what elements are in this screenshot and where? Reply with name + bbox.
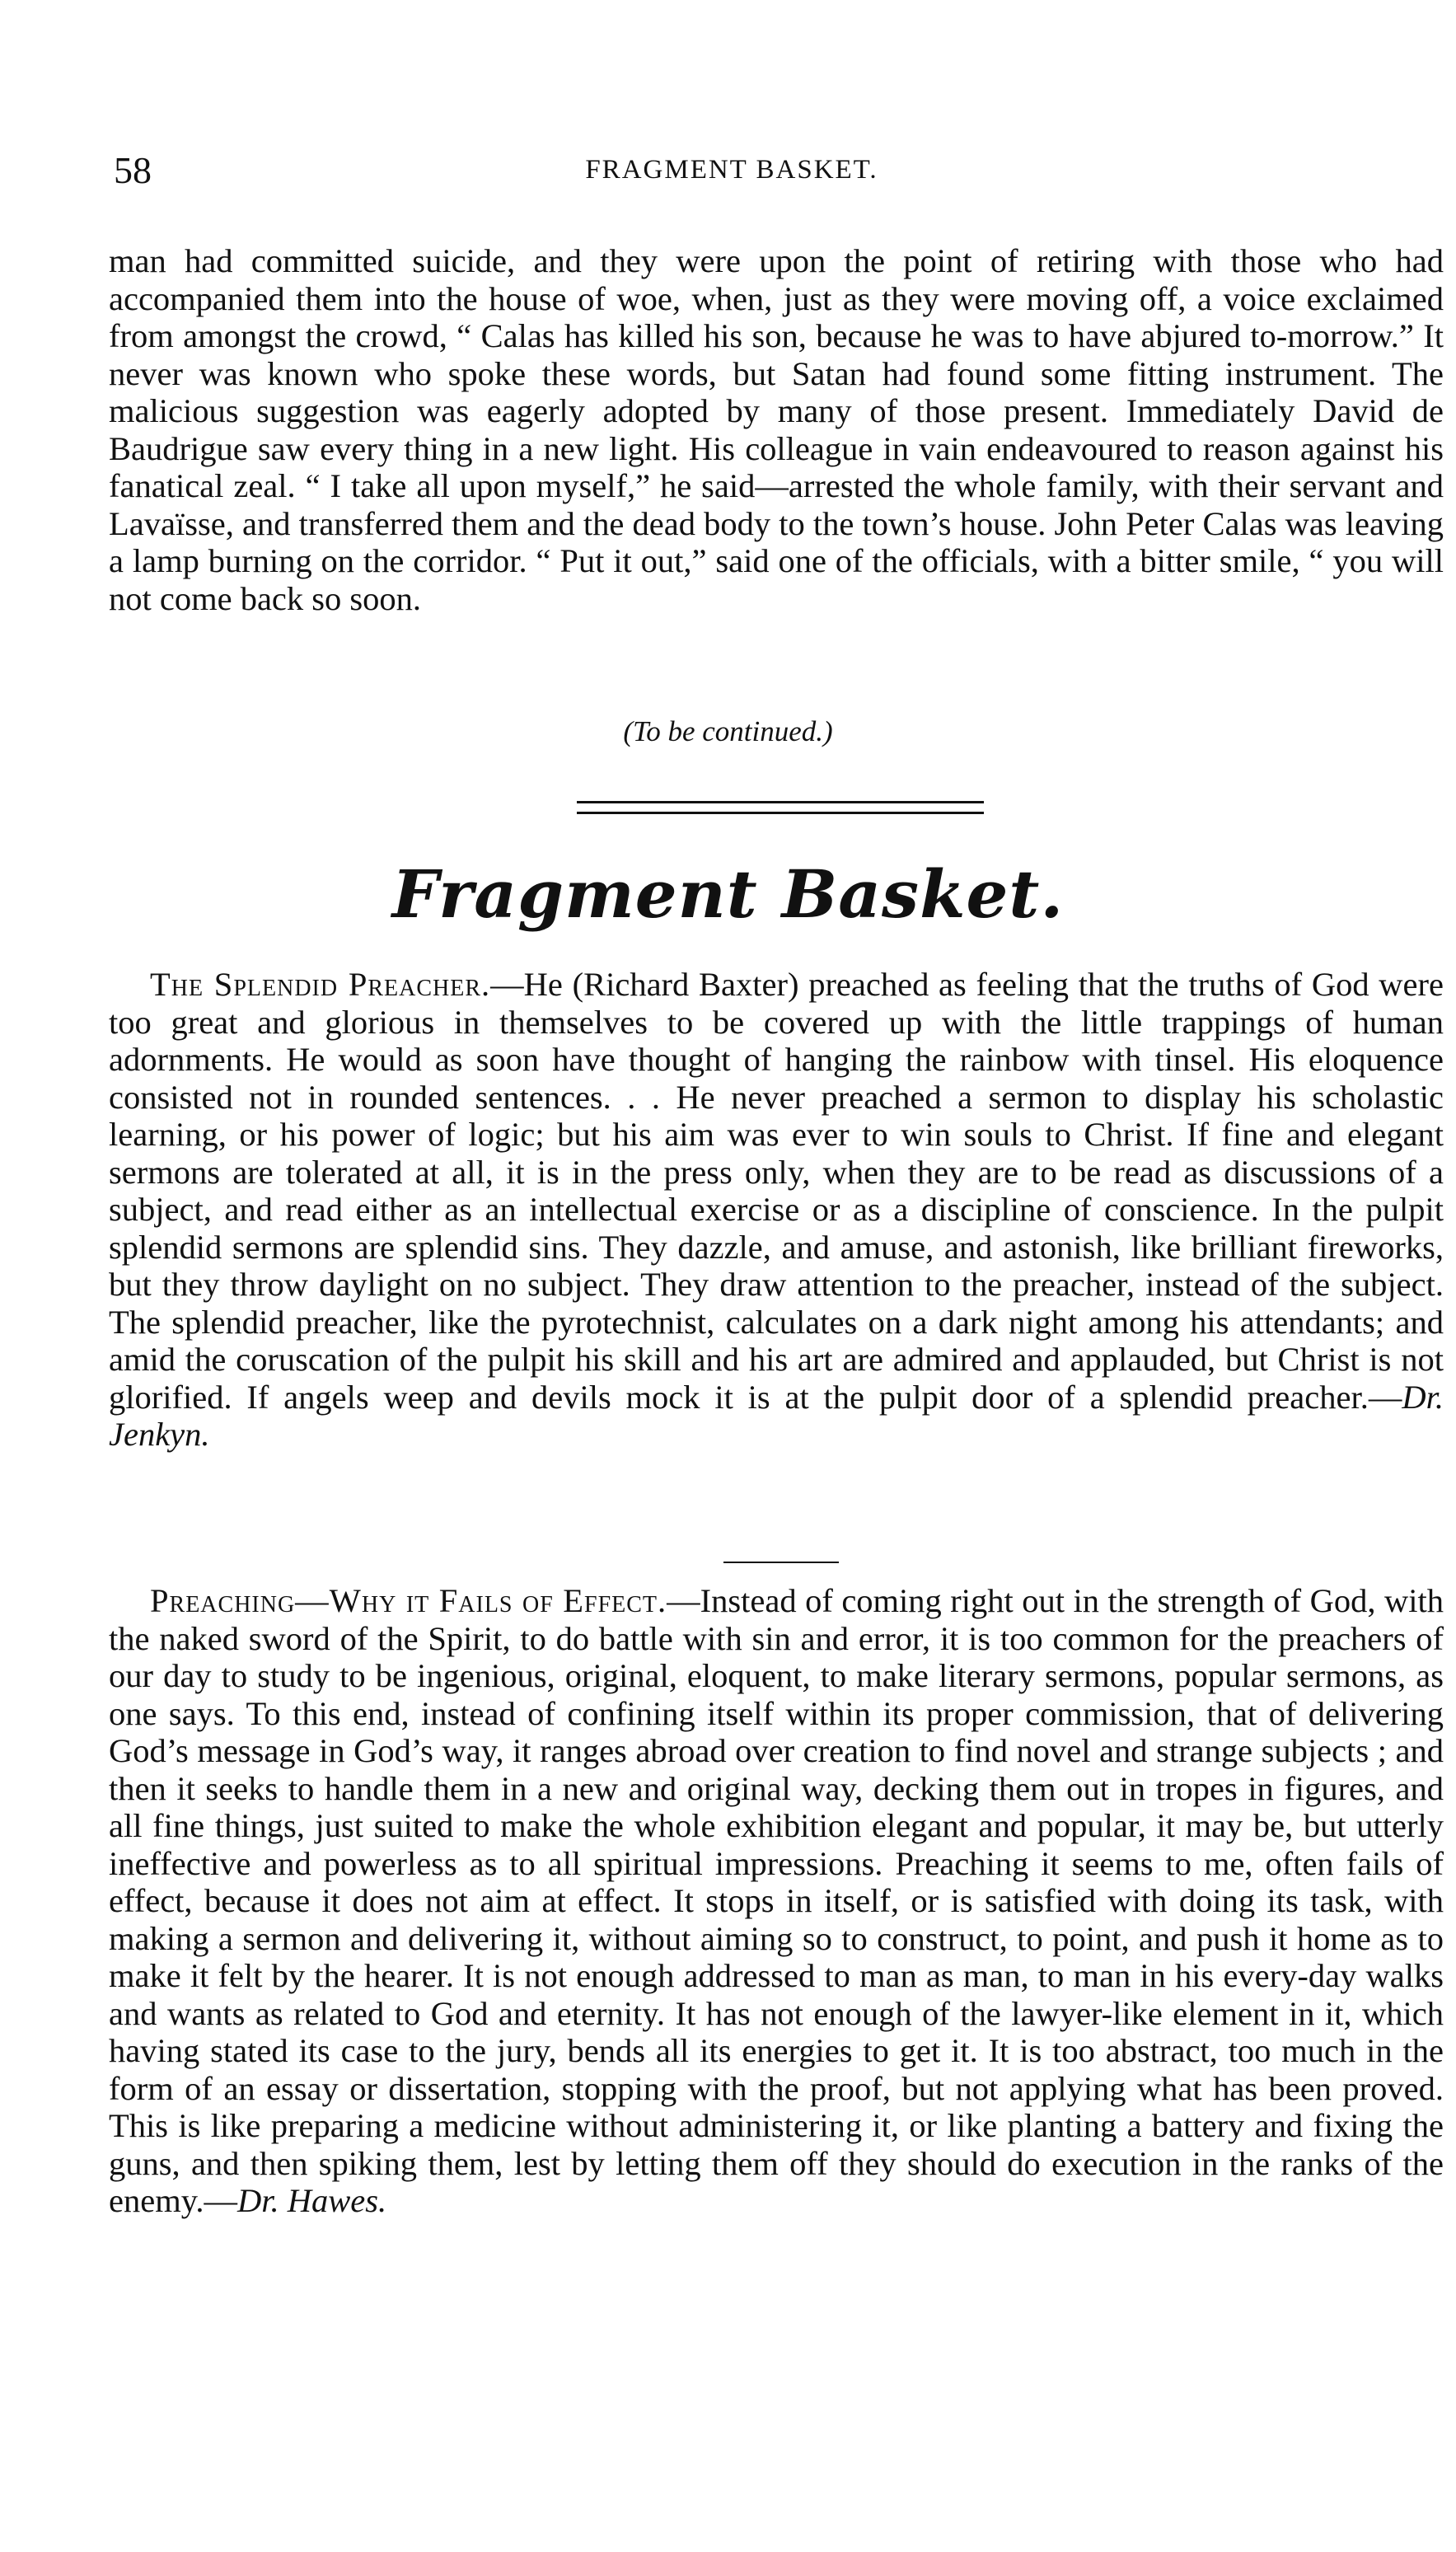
article-body: —He (Richard Baxter) preached as feeling that the truths of God were too great and glorious in themselves to be covered up with the little trappings of human adornments. He would as soon have thought of hanging the rainbow with tinsel. His eloquence consisted not in rounded sentences. . . He never preached a sermon to display his scholastic learning, or his power of logic; but his aim was ever to win souls to Christ. If fine and elegant sermons are tolerated at all, it is in the press only, when they are to be read as discussions of a subject, and read either as an intellectual exercise or as a discipline of conscience. In the pulpit splendid sermons are splendid sins. They dazzle, and amuse, and astonish, like brilliant fireworks, but they throw daylight on no subject. They draw attention to the preacher, instead of the subject. The splendid preacher, like the pyrotechnist, calculates on a dark night among his attendants; and amid the coruscation of the pulpit his skill and his art are admired and applauded, but Christ is not glorified. If angels weep and devils mock it is at the pulpit door of a splendid preacher.— [109,966,1444,1416]
article-heading: Preaching—Why it Fails of Effect. [150,1582,667,1619]
to-be-continued-note: (To be continued.) [623,715,833,747]
article-body: —Instead of coming right out in the strength of God, with the naked sword of the Spirit, to do battle with sin and error, it is too common for the preachers of our day to study to be ingenious, original, eloquent, to make literary sermons, popular sermons, as one says. To this end, instead of confining itself within its proper commission, that of delivering God’s message in God’s way, it ranges abroad over creation to find novel and strange subjects ; and then it seeks to handle them in a new and original way, decking them out in tropes in figures, and all fine things, just suited to make the whole exhibition elegant and popular, it may be, but utterly ineffective and powerless as to all spiritual impressions. Preaching it seems to me, often fails of effect, because it does not aim at effect. It stops in itself, or is satisfied with doing its task, with making a sermon and delivering it, without aiming so to construct, to point, and push it home as to make it felt by the hearer. It is not enough addressed to man as man, to man in his every-day walks and wants as related to God and eternity. It has not enough of the lawyer-like element in it, which having stated its case to the jury, bends all its energies to get it. It is too abstract, too much in the form of an essay or dissertation, stopping with the proof, but not applying what has been proved. This is like preparing a medicine without administering it, or like planting a battery and fixing the guns, and then spiking them, lest by letting them off they should do execution in the ranks of the enemy.— [109,1582,1444,2219]
article-divider [723,1562,839,1563]
article-attribution: Dr. Jenkyn. [109,1378,1444,1453]
running-head: FRAGMENT BASKET. [585,155,878,185]
page-number: 58 [114,149,152,191]
page-header [114,148,1449,198]
article-heading: The Splendid Preacher. [150,966,491,1003]
article-splendid-preacher [109,966,1444,1454]
section-divider [577,801,984,814]
continuation-paragraph: man had committed suicide, and they were upon the point of retiring with those who had accompanied them into the house of woe, when, just as they were moving off, a voice exclaimed from amongst the crowd, “ Calas has killed his son, because he was to have abjured to-morrow.” It never was known who spoke these words, but Satan had found some fitting instrument. The malicious suggestion was eagerly adopted by many of those present. Immediately David de Baudrigue saw every thing in a new light. His colleague in vain endeavoured to reason against his fanatical zeal. “ I take all upon myself,” he said—arrested the whole family, with their servant and Lavaïsse, and transferred them and the dead body to the town’s house. John Peter Calas was leaving a lamp burning on the corridor. “ Put it out,” said one of the officials, with a bitter smile, “ you will not come back so soon. [109,242,1444,617]
article-attribution: Dr. Hawes. [236,2182,387,2219]
section-title: Fragment Basket. [391,855,1065,933]
article-preaching-effect [109,1582,1444,2220]
